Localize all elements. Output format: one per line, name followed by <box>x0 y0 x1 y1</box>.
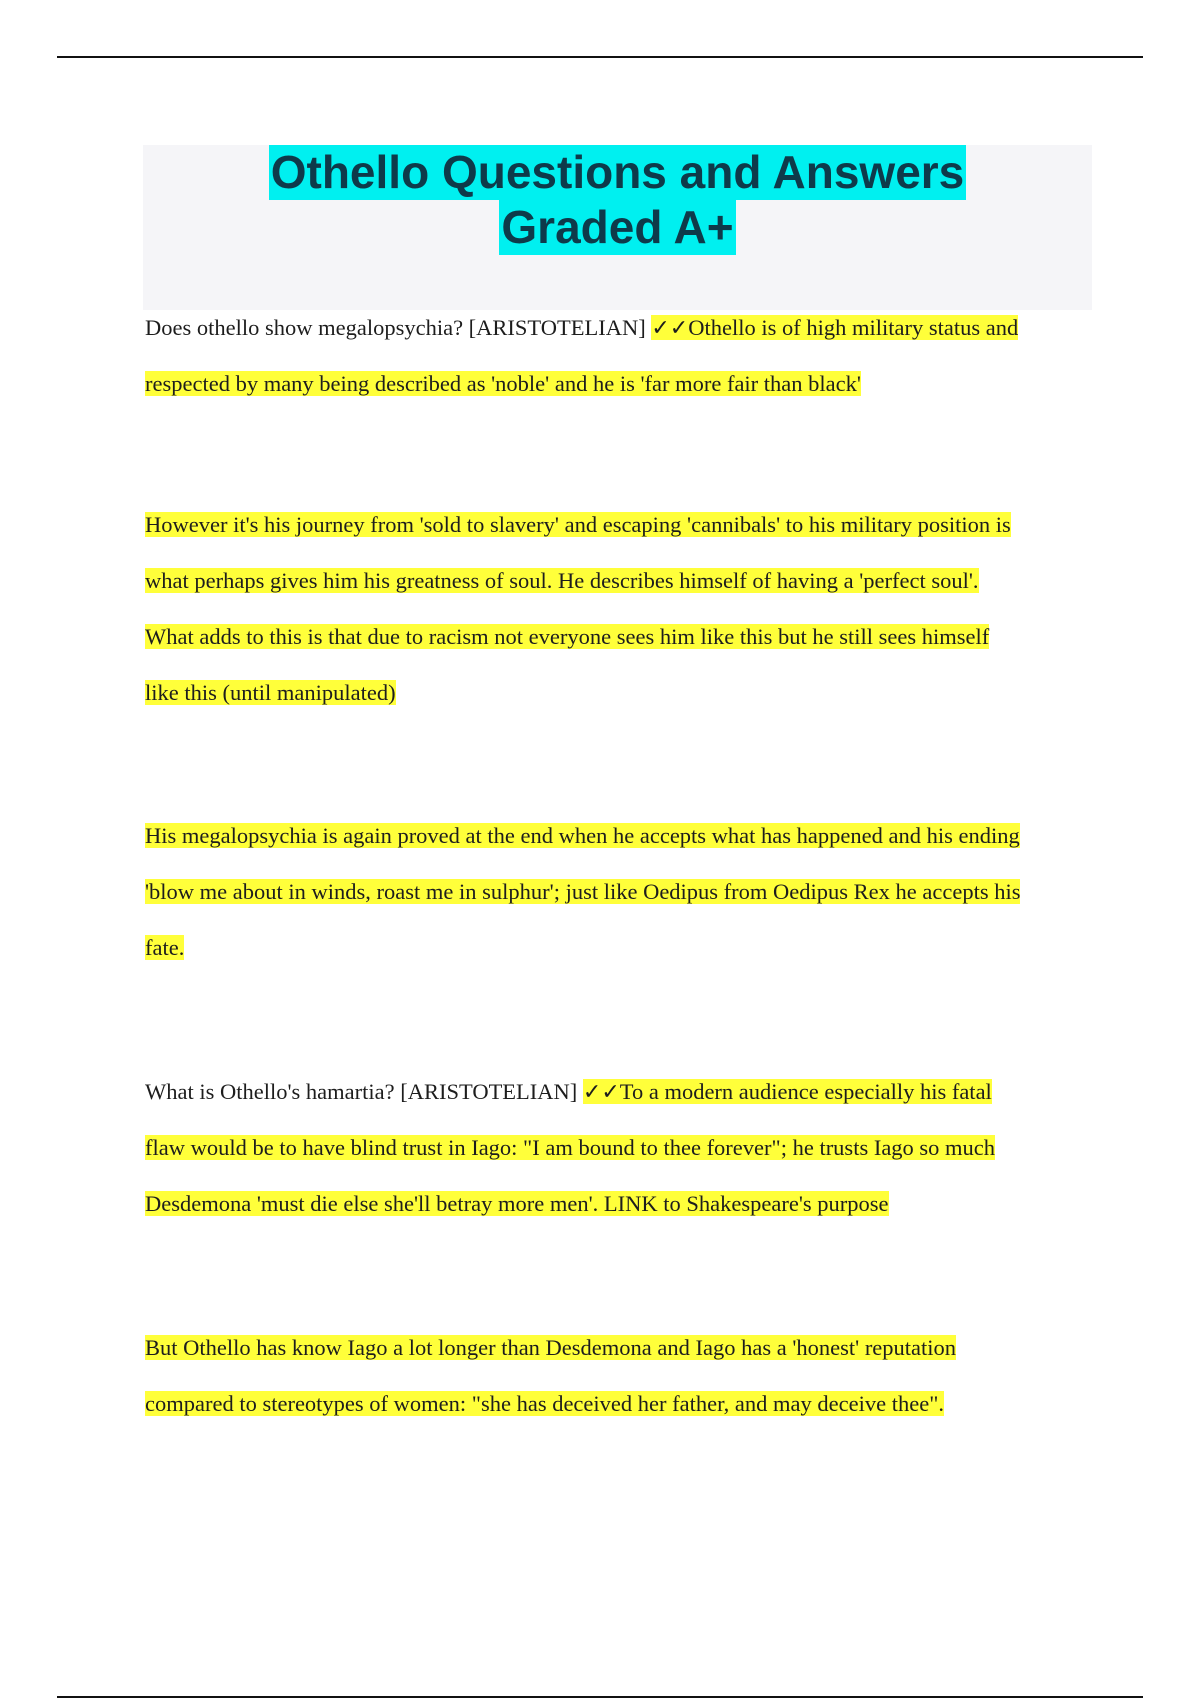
text-line <box>145 1120 1090 1176</box>
document-body <box>145 300 1090 1432</box>
answer-text: However it's his journey from 'sold to slavery' and escaping 'cannibals' to his military position is <box>145 512 1011 537</box>
answer-text: what perhaps gives him his greatness of soul. He describes himself of having a 'perfect soul'. <box>145 568 979 593</box>
answer-paragraph-2 <box>145 497 1090 721</box>
text-line <box>145 808 1090 864</box>
qa-block-2 <box>145 1064 1090 1232</box>
answer-text: like this (until manipulated) <box>145 680 396 705</box>
question-text: What is Othello's hamartia? [ARISTOTELIAN] <box>145 1079 578 1104</box>
text-line <box>145 300 1090 356</box>
text-line <box>145 356 1090 412</box>
answer-text: But Othello has know Iago a lot longer than Desdemona and Iago has a 'honest' reputation <box>145 1335 957 1360</box>
question-text: Does othello show megalopsychia? [ARISTOTELIAN] <box>145 315 646 340</box>
answer-text: His megalopsychia is again proved at the end when he accepts what has happened and his ending <box>145 823 1020 848</box>
answer-text: Othello is of high military status and <box>688 315 1019 340</box>
text-line <box>145 920 1090 976</box>
answer-paragraph-5 <box>145 1320 1090 1432</box>
title-line-1: Othello Questions and Answers <box>270 146 965 198</box>
answer-text: flaw would be to have blind trust in Iago: "I am bound to thee forever"; he trusts Iago so much <box>145 1135 996 1160</box>
qa-block-1 <box>145 300 1090 412</box>
text-line <box>145 497 1090 553</box>
document-title <box>143 145 1092 255</box>
checkmark-icon: ✓✓ <box>582 1080 620 1105</box>
answer-text: compared to stereotypes of women: "she has deceived her father, and may deceive thee". <box>145 1391 945 1416</box>
answer-text: respected by many being described as 'noble' and he is 'far more fair than black' <box>145 371 861 396</box>
text-line <box>145 864 1090 920</box>
text-line <box>145 1064 1090 1120</box>
answer-text: Desdemona 'must die else she'll betray more men'. LINK to Shakespeare's purpose <box>145 1191 889 1216</box>
text-line <box>145 665 1090 721</box>
text-line <box>145 609 1090 665</box>
checkmark-icon: ✓✓ <box>651 316 689 341</box>
text-line <box>145 1376 1090 1432</box>
answer-paragraph-3 <box>145 808 1090 976</box>
text-line <box>145 553 1090 609</box>
title-line-2: Graded A+ <box>501 201 734 253</box>
answer-text: 'blow me about in winds, roast me in sulphur'; just like Oedipus from Oedipus Rex he accepts his <box>145 879 1021 904</box>
text-line <box>145 1320 1090 1376</box>
answer-text: What adds to this is that due to racism not everyone sees him like this but he still sees himself <box>145 624 990 649</box>
top-rule <box>57 56 1143 58</box>
bottom-rule <box>57 1696 1143 1698</box>
answer-text: To a modern audience especially his fatal <box>619 1079 992 1104</box>
text-line <box>145 1176 1090 1232</box>
answer-text: fate. <box>145 935 185 960</box>
